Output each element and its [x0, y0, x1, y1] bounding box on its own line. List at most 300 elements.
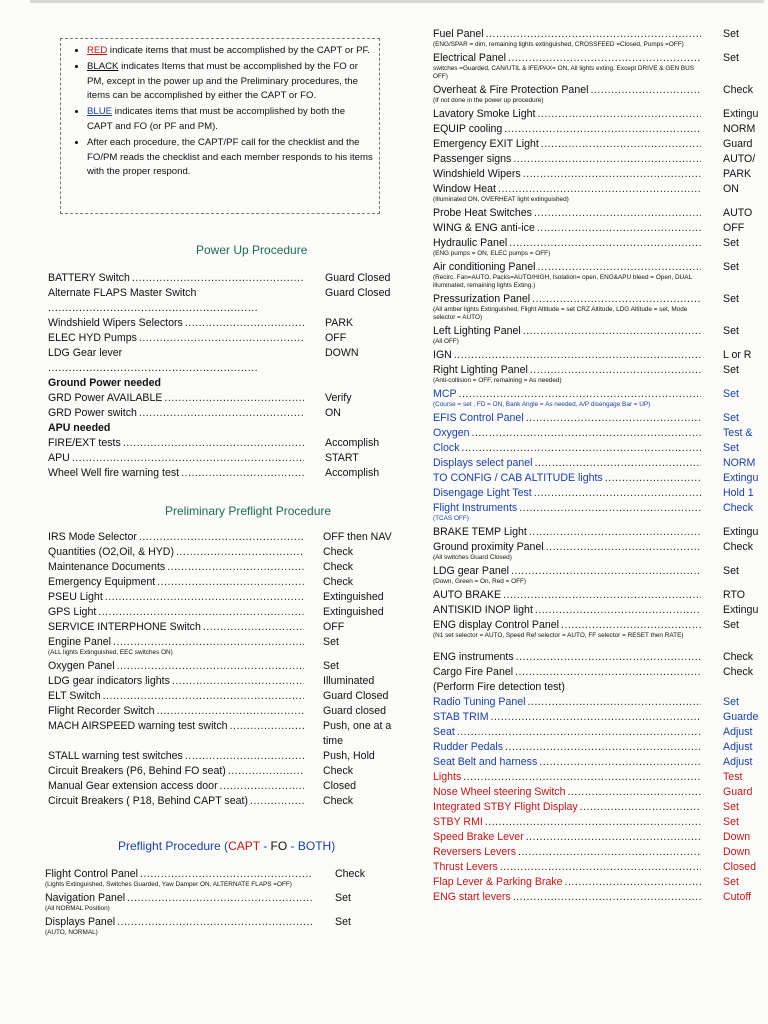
checklist-row [433, 221, 703, 236]
checklist-row [48, 530, 306, 545]
checklist-item-value: ON [723, 183, 739, 195]
checklist-item-value: Adjust [723, 741, 753, 753]
checklist-item-note: (Recirc. Fan=AUTO, Packs=AUTO/HIGH, Isolation= open, ENG&APU bleed = Open, DUAL illuminated, remaining lights Exting.) [433, 274, 692, 289]
preflight-title-capt: CAPT [228, 839, 260, 853]
checklist-row [433, 525, 703, 540]
checklist-row [48, 421, 306, 436]
checklist-item-value: OFF [323, 621, 345, 633]
preflight-title-sep: - [259, 839, 271, 853]
checklist-item-label: Nose Wheel steering Switch [433, 786, 566, 798]
checklist-row [48, 590, 306, 605]
checklist-row [48, 436, 306, 451]
checklist-item-label: Quantities (O2,Oil, & HYD) [48, 546, 174, 558]
leader-dots [580, 800, 701, 815]
leader-dots [72, 451, 304, 466]
checklist-item-value: RTO [723, 589, 745, 601]
checklist-item-label: Emergency EXIT Light [433, 138, 539, 150]
checklist-item-note: switches =Guarded, CAN/UTIL & IFE/PAX= ON, All lights exting. Except DRIVE & GEN BUS OFF) [433, 65, 695, 80]
checklist-row [45, 915, 315, 930]
checklist-row [48, 466, 306, 481]
checklist-row [433, 564, 703, 579]
checklist-row [48, 659, 306, 674]
checklist-item-label: (Perform Fire detection test) [433, 681, 565, 693]
checklist-item-label: Oxygen Panel [48, 660, 115, 672]
checklist-item-label: Displays select panel [433, 457, 533, 469]
checklist-row [433, 800, 703, 815]
leader-dots [504, 122, 701, 137]
checklist-item-label: ENG start levers [433, 891, 511, 903]
checklist-item-label: Wheel Well fire warning test [48, 467, 180, 479]
leader-dots [462, 441, 702, 456]
leader-dots [526, 830, 701, 845]
checklist-item-label: Seat Belt and harness [433, 756, 538, 768]
checklist-item-value: Verify [325, 392, 352, 404]
checklist-item-label: Ground proximity Panel [433, 541, 544, 553]
checklist-item-label: IGN [433, 349, 452, 361]
checklist-item-label: Windshield Wipers Selectors [48, 317, 183, 329]
checklist-item-value: Set [335, 892, 351, 904]
checklist-item-value: Set [723, 388, 739, 400]
checklist-row [433, 27, 703, 42]
leader-dots [139, 331, 304, 346]
checklist-item-value: Set [323, 660, 339, 672]
checklist-item-value: Check [723, 666, 754, 678]
checklist-row [433, 785, 703, 800]
checklist-row [433, 51, 703, 66]
checklist-item-label: Flight Control Panel [45, 868, 139, 880]
checklist-item-value: Push, one at a time [323, 720, 392, 747]
checklist-row [433, 860, 703, 875]
legend-keyword: BLUE [87, 106, 113, 118]
checklist-row [45, 891, 315, 906]
leader-dots [164, 391, 304, 406]
checklist-item-value: Check [335, 868, 366, 880]
checklist-row [48, 331, 306, 346]
checklist-row [48, 316, 306, 331]
checklist-item-note: (Down, Green = On, Red = OFF) [433, 578, 527, 585]
leader-dots [140, 867, 313, 882]
checklist-row [433, 122, 703, 137]
checklist-item-value: Set [723, 261, 739, 273]
checklist-row [433, 441, 703, 456]
checklist-item-value: Guard Closed [323, 690, 389, 702]
leader-dots [518, 845, 701, 860]
checklist-item-value: OFF [723, 222, 745, 234]
checklist-row [433, 603, 703, 618]
checklist-item-label: LDG gear indicators lights [48, 675, 170, 687]
checklist-item-note: (ENG pumps = ON, ELEC pumps = OFF) [433, 250, 551, 257]
checklist-row [433, 260, 703, 275]
checklist-row [433, 680, 703, 695]
checklist-item-label: GRD Power switch [48, 407, 137, 419]
checklist-item-note: (Illuminated ON, OVERHEAT light extinguished) [433, 196, 569, 203]
checklist-item-value: Extingu [723, 526, 759, 538]
checklist-item-value: Guarde [723, 711, 759, 723]
checklist-item-value: Cutoff [723, 891, 752, 903]
leader-dots [185, 749, 304, 764]
checklist-row [433, 486, 703, 501]
checklist-item-note: (All NORMAL Position) [45, 905, 110, 912]
checklist-item-label: Integrated STBY Flight Display [433, 801, 578, 813]
checklist-item-value: AUTO [723, 207, 753, 219]
checklist-item-label: Windshield Wipers [433, 168, 521, 180]
checklist-item-value: Set [723, 237, 739, 249]
leader-dots [535, 603, 701, 618]
preflight-title-sep: - [287, 839, 298, 853]
checklist-item-label: Radio Tuning Panel [433, 696, 526, 708]
checklist-row [45, 867, 315, 882]
checklist-row [433, 107, 703, 122]
leader-dots [157, 704, 304, 719]
checklist-row [48, 620, 306, 635]
checklist-row [433, 588, 703, 603]
checklist-item-value: Test [723, 771, 743, 783]
checklist-item-value: ON [325, 407, 341, 419]
checklist-row [48, 560, 306, 575]
checklist-row [433, 890, 703, 905]
checklist-item-value: PARK [723, 168, 752, 180]
checklist-row [433, 770, 703, 785]
top-divider [30, 0, 765, 3]
checklist-row [48, 635, 306, 650]
leader-dots [567, 785, 701, 800]
checklist-row [433, 540, 703, 555]
leader-dots [220, 779, 304, 794]
dotted-separator: ............................................................. [48, 362, 259, 374]
checklist-item-value: Set [323, 636, 339, 648]
checklist-item-label: APU needed [48, 422, 111, 434]
legend-text: indicates Items that must be accomplished by the FO or PM, except in the power up and the Preliminary procedures, the items can be accomplished by either the CAPT or FO. [87, 60, 358, 102]
checklist-item-label: Rudder Pedals [433, 741, 504, 753]
preflight-title-text: Preflight Procedure ( [118, 839, 229, 853]
checklist-item-value: Adjust [723, 756, 753, 768]
checklist-item-value: Set [723, 52, 739, 64]
checklist-item-value: Accomplish [325, 437, 380, 449]
checklist-item-value: START [325, 452, 359, 464]
checklist-item-value: Extinguished [323, 606, 384, 618]
checklist-item-label: STALL warning test switches [48, 750, 183, 762]
checklist-row [433, 695, 703, 710]
checklist-row [433, 845, 703, 860]
leader-dots [537, 221, 701, 236]
checklist-item-label: Speed Brake Lever [433, 831, 524, 843]
leader-dots [537, 260, 701, 275]
legend-text: After each procedure, the CAPT/PF call for the checklist and the FO/PM reads the checklist and each member responds to his items with the proper respond. [87, 136, 373, 178]
checklist-row [433, 740, 703, 755]
checklist-row [433, 182, 703, 197]
leader-dots [534, 206, 701, 221]
checklist-row [433, 755, 703, 770]
preflight-title-fo: FO [270, 839, 288, 853]
checklist-item-label: Left Lighting Panel [433, 325, 521, 337]
checklist-item-note: (All switches Guard Closed) [433, 554, 512, 561]
leader-dots [105, 590, 304, 605]
checklist-item-label: Emergency Equipment [48, 576, 156, 588]
checklist-item-label: GPS Light [48, 606, 97, 618]
checklist-item-label: IRS Mode Selector [48, 531, 137, 543]
leader-dots [117, 915, 313, 930]
checklist-item-note: (ALL lights Extinguished, EEC switches ON) [48, 649, 173, 656]
checklist-item-value: Extingu [723, 472, 759, 484]
checklist-row [48, 406, 306, 421]
power-up-title: Power Up Procedure [196, 243, 308, 257]
checklist-item-label: MACH AIRSPEED warning test switch [48, 720, 228, 732]
checklist-item-value: Check [323, 561, 354, 573]
checklist-item-label: Probe Heat Switches [433, 207, 532, 219]
leader-dots [508, 51, 701, 66]
leader-dots [250, 794, 304, 809]
checklist-item-label: AUTO BRAKE [433, 589, 502, 601]
leader-dots [513, 152, 701, 167]
checklist-item-value: Guard [723, 138, 753, 150]
leader-dots [505, 740, 701, 755]
checklist-item-value: Set [723, 565, 739, 577]
leader-dots [167, 560, 304, 575]
checklist-item-label: EQUIP cooling [433, 123, 503, 135]
preflight-title-end: ) [331, 839, 336, 853]
leader-dots [176, 545, 304, 560]
leader-dots [123, 436, 304, 451]
checklist-row [48, 764, 306, 779]
checklist-item-label: SERVICE INTERPHONE Switch [48, 621, 201, 633]
checklist-item-label: Alternate FLAPS Master Switch [48, 287, 197, 299]
leader-dots [590, 83, 701, 98]
checklist-item-value: Set [723, 816, 739, 828]
leader-dots [228, 764, 304, 779]
checklist-item-note: (All OFF) [433, 338, 459, 345]
leader-dots [515, 665, 701, 680]
checklist-row [433, 815, 703, 830]
checklist-item-label: STAB TRIM [433, 711, 489, 723]
checklist-item-label: Oxygen [433, 427, 470, 439]
leader-dots [530, 363, 701, 378]
checklist-item-value: Check [323, 546, 354, 558]
leader-dots [472, 426, 701, 441]
leader-dots [535, 456, 701, 471]
checklist-item-value: Set [723, 876, 739, 888]
leader-dots [117, 659, 304, 674]
leader-dots [523, 324, 701, 339]
checklist-item-value: Down [723, 846, 751, 858]
checklist-item-value: NORM [723, 457, 756, 469]
checklist-item-label: Navigation Panel [45, 892, 126, 904]
checklist-item-value: Set [723, 619, 739, 631]
checklist-item-value: Set [723, 412, 739, 424]
checklist-row [433, 363, 703, 378]
preliminary-title: Preliminary Preflight Procedure [165, 504, 332, 518]
preflight-title-both: BOTH [297, 839, 332, 853]
checklist-row [433, 830, 703, 845]
checklist-item-value: Closed [323, 780, 356, 792]
checklist-item-label: Clock [433, 442, 460, 454]
checklist-item-label: Pressurization Panel [433, 293, 531, 305]
leader-dots [463, 770, 701, 785]
legend-item [87, 136, 373, 180]
checklist-item-value: Check [723, 502, 754, 514]
checklist-item-label: Air conditioning Panel [433, 261, 536, 273]
checklist-row [433, 426, 703, 441]
checklist-item-value: Illuminated [323, 675, 375, 687]
checklist-item-label: Flight Recorder Switch [48, 705, 155, 717]
checklist-item-label: Engine Panel [48, 636, 112, 648]
leader-dots [139, 530, 304, 545]
leader-dots [511, 564, 701, 579]
checklist-row [48, 286, 306, 301]
leader-dots [230, 719, 304, 734]
leader-dots [541, 137, 701, 152]
checklist-item-value: Extinguished [323, 591, 384, 603]
leader-dots [503, 588, 701, 603]
leader-dots [457, 725, 701, 740]
checklist-item-note: (If not done in the power up procedure) [433, 97, 544, 104]
legend-item [87, 60, 373, 104]
checklist-row [48, 545, 306, 560]
checklist-row [48, 704, 306, 719]
checklist-item-label: Seat [433, 726, 455, 738]
checklist-item-label: APU [48, 452, 70, 464]
legend-list [69, 44, 373, 180]
checklist-item-value: Hold 1 [723, 487, 754, 499]
checklist-item-note: (All amber lights Extinguished, Flight Altitude = set CRZ Altitude, LDG Altitude = set, Mode selector = AUTO) [433, 306, 688, 321]
leader-dots [486, 27, 701, 42]
leader-dots [516, 650, 701, 665]
checklist-item-label: Cargo Fire Panel [433, 666, 514, 678]
checklist-item-value: Set [723, 442, 739, 454]
checklist-item-value: Extingu [723, 604, 759, 616]
checklist-item-note: (AUTO, NORMAL) [45, 929, 98, 936]
leader-dots [491, 710, 701, 725]
checklist-row [48, 719, 306, 734]
checklist-row [48, 451, 306, 466]
checklist-item-value: Set [723, 325, 739, 337]
checklist-item-label: ENG instruments [433, 651, 514, 663]
checklist-item-label: PSEU Light [48, 591, 103, 603]
checklist-row [433, 650, 703, 665]
leader-dots [565, 875, 701, 890]
checklist-item-label: Circuit Breakers ( P18, Behind CAPT seat) [48, 795, 248, 807]
checklist-row [48, 376, 306, 391]
checklist-item-value: Adjust [723, 726, 753, 738]
checklist-item-note: (TCAS OFF) [433, 515, 469, 522]
checklist-row [433, 471, 703, 486]
leader-dots [185, 316, 304, 331]
checklist-item-value: PARK [325, 317, 354, 329]
leader-dots [459, 387, 701, 402]
leader-dots [539, 755, 701, 770]
leader-dots [132, 271, 304, 286]
leader-dots [203, 620, 304, 635]
checklist-item-value: Test & [723, 427, 753, 439]
checklist-row [48, 271, 306, 286]
checklist-row [48, 794, 306, 809]
legend-keyword: BLACK [87, 60, 119, 72]
checklist-item-value: Set [723, 293, 739, 305]
checklist-item-value: AUTO/ [723, 153, 756, 165]
checklist-item-label: FIRE/EXT tests [48, 437, 121, 449]
checklist-item-label: ELT Switch [48, 690, 101, 702]
checklist-item-label: BATTERY Switch [48, 272, 130, 284]
checklist-row [48, 779, 306, 794]
checklist-item-note: (ENG/SPAR = dim, remaining lights extinguished, CROSSFEED =Closed, Pumps =OFF) [433, 41, 684, 48]
checklist-item-label: EFIS Control Panel [433, 412, 524, 424]
checklist-row [433, 411, 703, 426]
checklist-item-label: Fuel Panel [433, 28, 484, 40]
leader-dots [527, 695, 701, 710]
checklist-item-value: Accomplish [325, 467, 380, 479]
legend-item [87, 44, 373, 59]
checklist-item-note: (Course = set , FD = ON, Bank Angle = As needed, A/P disengage Bar = UP) [433, 401, 651, 408]
page-edge [764, 0, 768, 1024]
checklist-item-label: TO CONFIG / CAB ALTITUDE lights [433, 472, 603, 484]
checklist-item-value: NORM [723, 123, 756, 135]
leader-dots [139, 406, 304, 421]
checklist-item-value: Set [723, 696, 739, 708]
checklist-row [48, 674, 306, 689]
checklist-item-value: L or R [723, 349, 752, 361]
checklist-item-value: OFF then NAV [323, 531, 392, 543]
checklist-row [48, 749, 306, 764]
leader-dots [546, 540, 701, 555]
checklist-item-note: (N1 set selector = AUTO, Speed Ref selector = AUTO, FF selector = RESET then RATE) [433, 632, 684, 639]
checklist-item-label: ELEC HYD Pumps [48, 332, 137, 344]
leader-dots [523, 167, 701, 182]
checklist-item-label: Lights [433, 771, 462, 783]
leader-dots [498, 182, 701, 197]
checklist-item-label: Flight Instruments [433, 502, 518, 514]
checklist-item-label: Passenger signs [433, 153, 512, 165]
checklist-item-value: Set [335, 916, 351, 928]
checklist-item-value: Extingu [723, 108, 759, 120]
checklist-row [433, 501, 703, 516]
leader-dots [605, 471, 701, 486]
checklist-row [48, 575, 306, 590]
checklist-row [48, 605, 306, 620]
leader-dots [561, 618, 701, 633]
checklist-item-label: ANTISKID INOP light [433, 604, 533, 616]
checklist-row [433, 456, 703, 471]
checklist-item-value: Check [723, 651, 754, 663]
checklist-item-label: Right Lighting Panel [433, 364, 528, 376]
checklist-row [433, 387, 703, 402]
checklist-item-value: Guard Closed [325, 287, 391, 299]
leader-dots [181, 466, 304, 481]
checklist-item-value: Guard closed [323, 705, 387, 717]
checklist-item-value: Check [323, 765, 354, 777]
leader-dots [98, 605, 304, 620]
checklist-item-label: ENG display Control Panel [433, 619, 560, 631]
checklist-item-label: Manual Gear extension access door [48, 780, 218, 792]
checklist-item-value: Check [323, 795, 354, 807]
checklist-row [433, 324, 703, 339]
leader-dots [529, 525, 701, 540]
checklist-row [433, 348, 703, 363]
checklist-item-value: Set [723, 28, 739, 40]
leader-dots [500, 860, 701, 875]
checklist-item-value: Check [723, 84, 754, 96]
checklist-item-note: (Anti-collision = OFF, remaining = As needed) [433, 377, 562, 384]
checklist-item-label: Circuit Breakers (P6, Behind FO seat) [48, 765, 226, 777]
checklist-item-note: (Lights Extinguished, Switches Guarded, Yaw Damper ON, ALTERNATE FLAPS =OFF) [45, 881, 292, 888]
checklist-item-label: Electrical Panel [433, 52, 507, 64]
color-legend-box [60, 38, 380, 214]
checklist-item-label: WING & ENG anti-ice [433, 222, 535, 234]
checklist-item-label: Thrust Levers [433, 861, 498, 873]
checklist-row [433, 206, 703, 221]
checklist-item-value: Closed [723, 861, 756, 873]
checklist-item-value: DOWN [325, 347, 359, 359]
checklist-item-label: Reversers Levers [433, 846, 517, 858]
checklist-item-value: Guard Closed [325, 272, 391, 284]
